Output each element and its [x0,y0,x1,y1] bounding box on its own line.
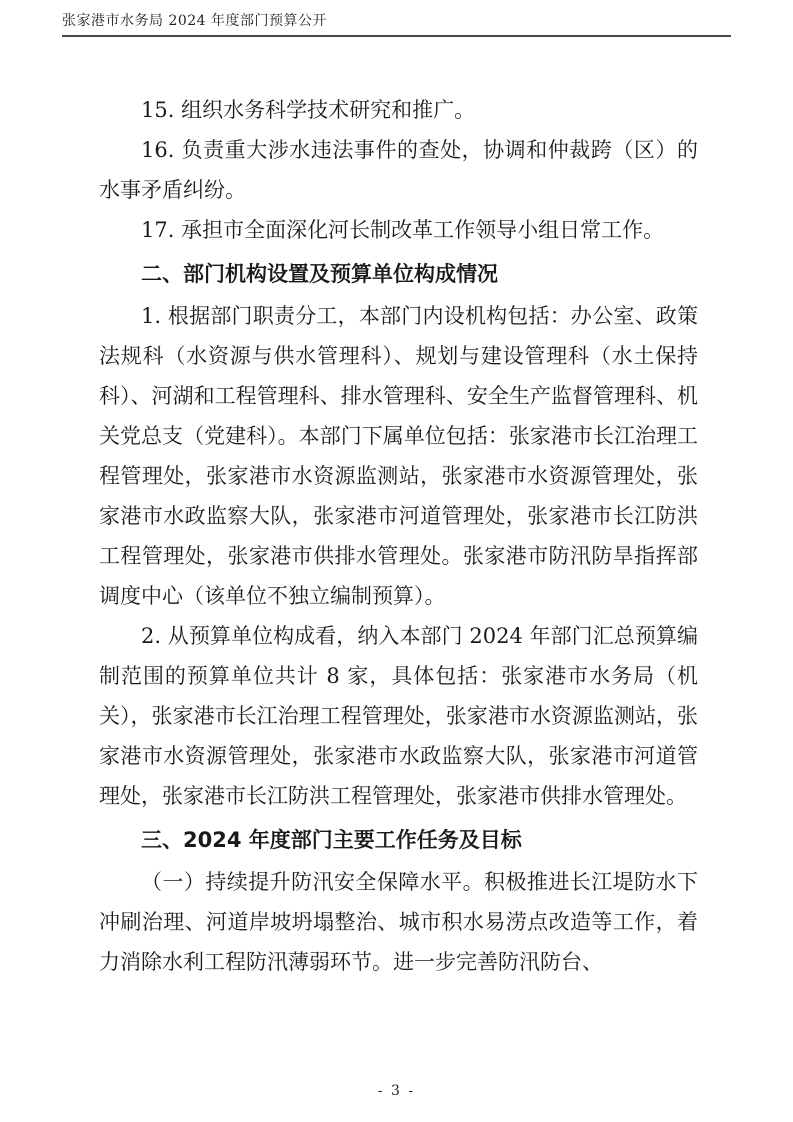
page-footer [0,1080,793,1099]
paragraph-work-tasks: （一）持续提升防汛安全保障水平。积极推进长江堤防水下冲刷治理、河道岸坡坍塌整治、城市积水易涝点改造等工作，着力消除水利工程防汛薄弱环节。进一步完善防汛防台、 [99,870,698,974]
page-number: - 3 - [377,1083,416,1099]
page-header-title: 张家港市水务局 2024 年度部门预算公开 [62,13,328,29]
paragraph-budget-units: 2. 从预算单位构成看，纳入本部门 2024 年部门汇总预算编制范围的预算单位共计 8 家，具体包括：张家港市水务局（机关），张家港市长江治理工程管理处，张家港市水资源监测站，张家港市水资源管理处，张家港市水政监察大队，张家港市河道管理处，张家港市长江防洪工程管理处，张家港市供排水管理处。 [99,624,698,808]
paragraph-item-17: 17. 承担市全面深化河长制改革工作领导小组日常工作。 [141,218,665,242]
page-header [62,10,731,37]
paragraph-item-15: 15. 组织水务科学技术研究和推广。 [141,98,476,122]
paragraph-org-structure: 1. 根据部门职责分工，本部门内设机构包括：办公室、政策法规科（水资源与供水管理科）、规划与建设管理科（水土保持科）、河湖和工程管理科、排水管理科、安全生产监督管理科、机关党总支（党建科）。本部门下属单位包括：张家港市长江治理工程管理处，张家港市水资源监测站，张家港市水资源管理处，张家港市水政监察大队，张家港市河道管理处，张家港市长江防洪工程管理处，张家港市供排水管理处。张家港市防汛防旱指挥部调度中心（该单位不独立编制预算）。 [99,304,698,608]
document-body [99,90,698,982]
section-heading-2: 二、部门机构设置及预算单位构成情况 [141,262,498,286]
paragraph-item-16: 16. 负责重大涉水违法事件的查处，协调和仲裁跨（区）的水事矛盾纠纷。 [99,138,698,202]
section-heading-3: 三、2024 年度部门主要工作任务及目标 [141,828,522,852]
